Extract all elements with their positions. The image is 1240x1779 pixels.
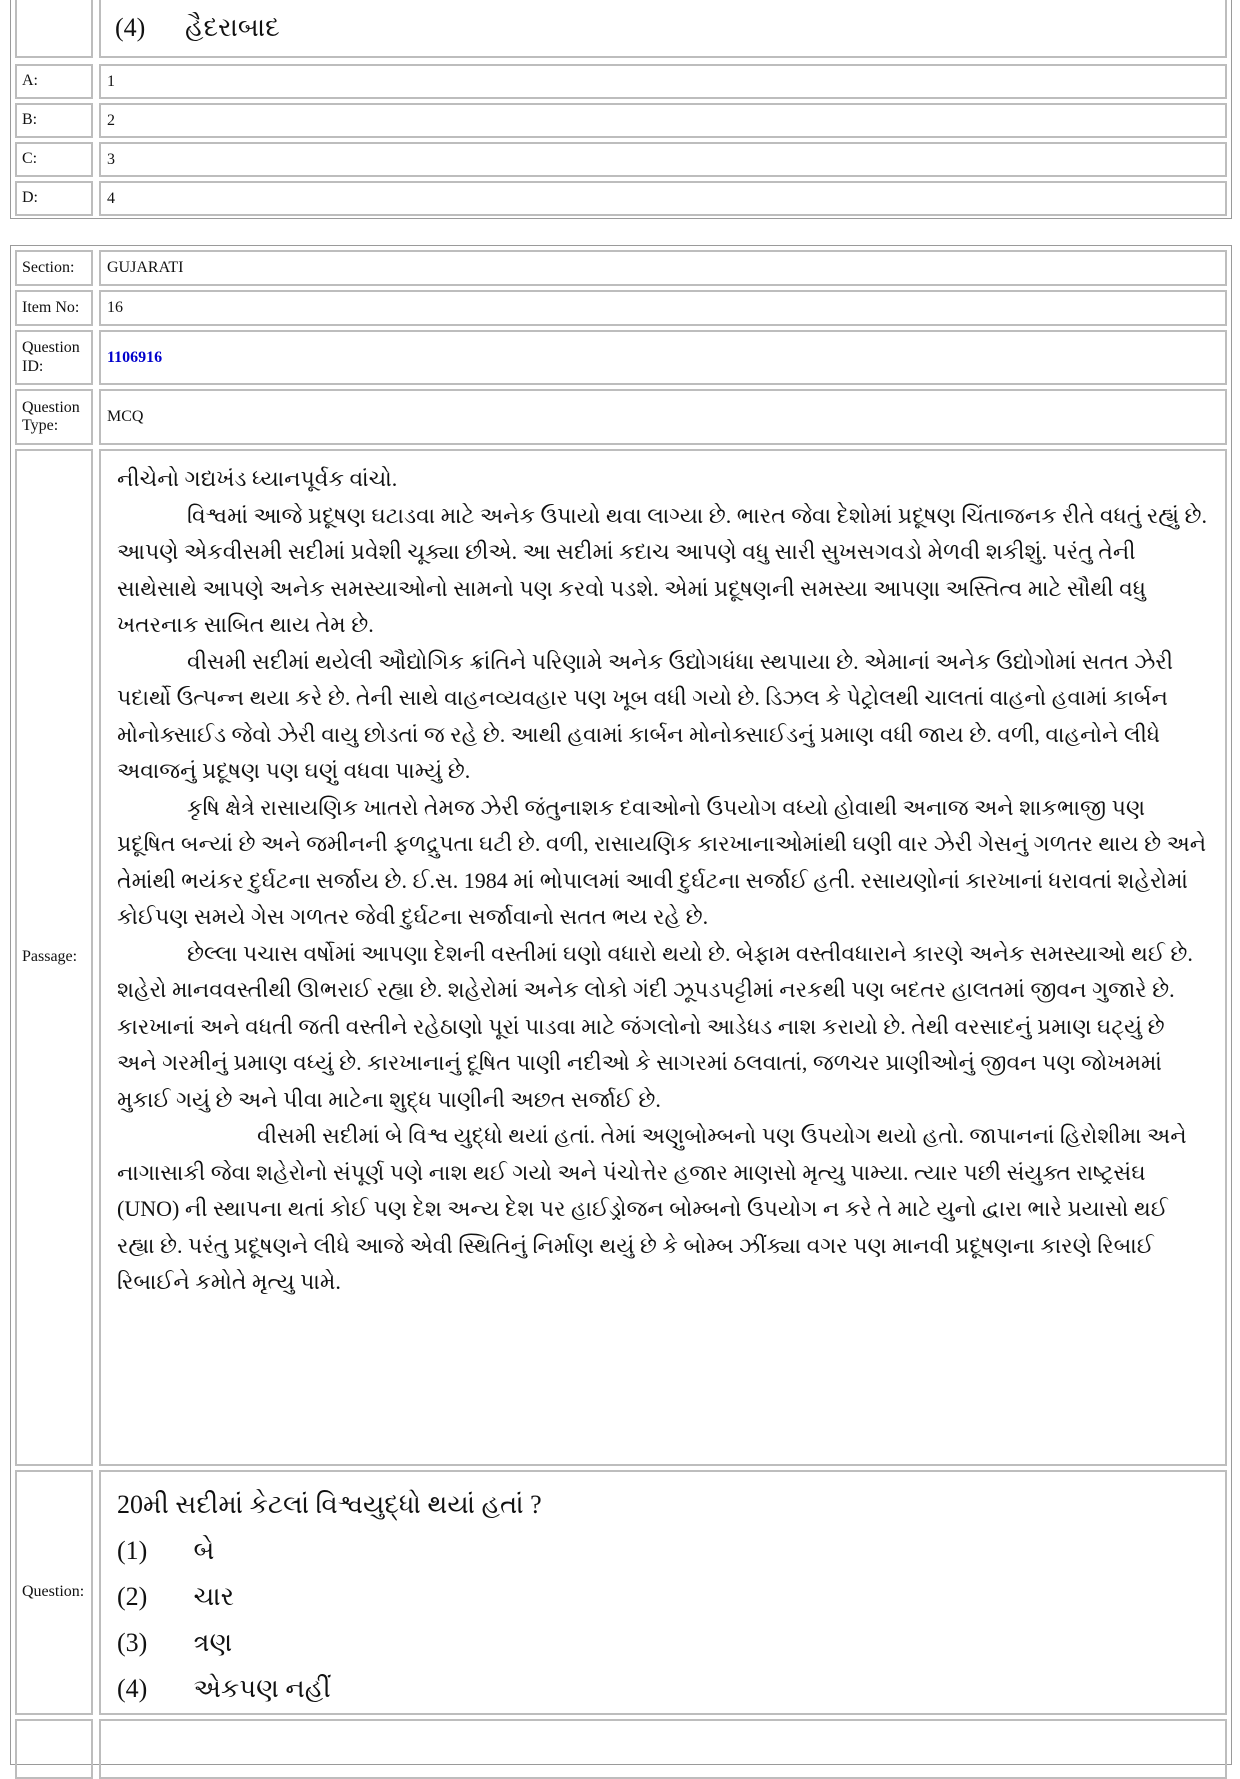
- answer-row-a: [15, 64, 1227, 99]
- question-id-row: [15, 330, 1227, 385]
- previous-option-label-cell: [15, 0, 93, 58]
- item-no-label: Item No:: [15, 290, 93, 326]
- section-value: GUJARATI: [99, 250, 1227, 286]
- question-type-row: [15, 389, 1227, 445]
- next-row: [15, 1719, 1227, 1779]
- answer-value: 2: [99, 103, 1227, 138]
- passage-paragraph: વીસમી સદીમાં બે વિશ્વ યુદ્ધો થયાં હતાં. તેમાં અણુબોમ્બનો પણ ઉપયોગ થયો હતો. જાપાનનાં હિરોશીમા અને નાગાસાકી જેવા શહેરોનો સંપૂર્ણ પણે નાશ થઈ ગયો અને પંચોત્તેર હજાર માણસો મૃત્યુ પામ્યા. ત્યાર પછી સંયુક્ત રાષ્ટ્રસંઘ (UNO) ની સ્થાપના થતાં કોઈ પણ દેશ અન્ય દેશ પર હાઈડ્રોજન બોમ્બનો ઉપયોગ ન કરે તે માટે યુનો દ્વારા ભારે પ્રયાસો થઈ રહ્યા છે. પરંતુ પ્રદૂષણને લીધે આજે એવી સ્થિતિનું નિર્માણ થયું છે કે બોમ્બ ઝીંક્યા વગર પણ માનવી પ્રદૂષણના કારણે રિબાઈ રિબાઈને કમોતે મૃત્યુ પામે.: [117, 1123, 1187, 1294]
- section-row: [15, 250, 1227, 286]
- answer-row-d: [15, 181, 1227, 216]
- option-3: [117, 1628, 232, 1659]
- question-text: 20મી સદીમાં કેટલાં વિશ્વયુદ્ધો થયાં હતાં ?: [117, 1490, 542, 1519]
- question-item-table: [10, 245, 1232, 1765]
- question-id-value: 1106916: [99, 330, 1227, 385]
- option-number: (3): [117, 1628, 148, 1657]
- option-4: [117, 1674, 331, 1705]
- passage-paragraph: વિશ્વમાં આજે પ્રદૂષણ ઘટાડવા માટે અનેક ઉપાયો થવા લાગ્યા છે. ભારત જેવા દેશોમાં પ્રદૂષણ ચિંતાજનક રીતે વધતું રહ્યું છે.: [187, 502, 1207, 528]
- answer-value: 1: [99, 64, 1227, 99]
- option-number: (4): [115, 13, 146, 42]
- section-label: Section:: [15, 250, 93, 286]
- answer-row-b: [15, 103, 1227, 138]
- option-1: [117, 1536, 214, 1567]
- question-type-label: Question Type:: [15, 389, 93, 445]
- answer-value: 3: [99, 142, 1227, 177]
- option-text: ચાર: [193, 1582, 235, 1611]
- answer-label: C:: [15, 142, 93, 177]
- answer-label: D:: [15, 181, 93, 216]
- passage-paragraph: કૃષિ ક્ષેત્રે રાસાયણિક ખાતરો તેમજ ઝેરી જંતુનાશક દવાઓનો ઉપયોગ વધ્યો હોવાથી અનાજ અને શાકભાજી પણ પ્રદૂષિત બન્યાં છે અને જમીનની ફળદ્રુપતા ઘટી છે. વળી, રાસાયણિક કારખાનાઓમાંથી ઘણી વાર ઝેરી ગેસનું ગળતર થાય છે અને તેમાંથી ભયંકર દુર્ઘટના સર્જાય છે. ઈ.સ. 1984 માં ભોપાલમાં આવી દુર્ઘટના સર્જાઈ હતી. રસાયણોનાં કારખાનાં ધરાવતાં શહેરોમાં કોઈપણ સમયે ગેસ ગળતર જેવી દુર્ઘટના સર્જાવાનો સતત ભય રહે છે.: [117, 794, 1207, 929]
- answer-value: 4: [99, 181, 1227, 216]
- answer-label: A:: [15, 64, 93, 99]
- answer-label: B:: [15, 103, 93, 138]
- passage-label: Passage:: [15, 449, 93, 1466]
- question-row: [15, 1470, 1227, 1715]
- previous-option-row: [15, 0, 1227, 58]
- passage-paragraph: આપણે એકવીસમી સદીમાં પ્રવેશી ચૂક્યા છીએ. આ સદીમાં કદાચ આપણે વધુ સારી સુખસગવડો મેળવી શકીશું. પરંતુ તેની સાથેસાથે આપણે અનેક સમસ્યાઓનો સામનો પણ કરવો પડશે. એમાં પ્રદૂષણની સમસ્યા આપણા અસ્તિત્વ માટે સૌથી વધુ ખતરનાક સાબિત થાય તેમ છે.: [117, 539, 1146, 637]
- option-text: ત્રણ: [193, 1628, 233, 1657]
- option-2: [117, 1582, 234, 1613]
- item-no-row: [15, 290, 1227, 326]
- item-no-value: 16: [99, 290, 1227, 326]
- passage-text: [99, 449, 1227, 1466]
- passage-paragraph: વીસમી સદીમાં થયેલી ઔદ્યોગિક ક્રાંતિને પરિણામે અનેક ઉદ્યોગધંધા સ્થપાયા છે. એમાનાં અનેક ઉદ્યોગોમાં સતત ઝેરી પદાર્થો ઉત્પન્ન થયા કરે છે. તેની સાથે વાહનવ્યવહાર પણ ખૂબ વધી ગયો છે. ડિઝલ કે પેટ્રોલથી ચાલતાં વાહનો હવામાં કાર્બન મોનોક્સાઈડ જેવો ઝેરી વાયુ છોડતાં જ રહે છે. આથી હવામાં કાર્બન મોનોક્સાઈડનું પ્રમાણ વધી જાય છે. વળી, વાહનોને લીધે અવાજનું પ્રદૂષણ પણ ઘણું વધવા પામ્યું છે.: [117, 648, 1173, 783]
- option-text: બે: [193, 1536, 215, 1565]
- passage-paragraph: છેલ્લા પચાસ વર્ષોમાં આપણા દેશની વસ્તીમાં ઘણો વધારો થયો છે. બેફામ વસ્તીવધારાને કારણે અનેક સમસ્યાઓ થઈ છે. શહેરો માનવવસ્તીથી ઊભરાઈ રહ્યા છે. શહેરોમાં અનેક લોકો ગંદી ઝૂપડપટ્ટીમાં નરકથી પણ બદતર હાલતમાં જીવન ગુજારે છે. કારખાનાં અને વધતી જતી વસ્તીને રહેઠાણો પૂરાં પાડવા માટે જંગલોનો આડેધડ નાશ કરાયો છે. તેથી વરસાદનું પ્રમાણ ઘટ્યું છે અને ગરમીનું પ્રમાણ વધ્યું છે. કારખાનાનું દૂષિત પાણી નદીઓ કે સાગરમાં ઠલવાતાં, જળચર પ્રાણીઓનું જીવન પણ જોખમમાં મુકાઈ ગયું છે અને પીવા માટેના શુદ્ધ પાણીની અછત સર્જાઈ છે.: [117, 940, 1193, 1112]
- answer-row-c: [15, 142, 1227, 177]
- option-text: એકપણ નહીં: [193, 1674, 331, 1703]
- option-text: હૈદરાબાદ: [185, 12, 280, 42]
- option-number: (1): [117, 1536, 148, 1565]
- previous-item-table: [10, 0, 1232, 219]
- question-content: [99, 1470, 1227, 1715]
- passage-heading: નીચેનો ગદ્યખંડ ધ્યાનપૂર્વક વાંચો.: [117, 466, 398, 491]
- question-id-label: Question ID:: [15, 330, 93, 385]
- next-row-label-cell: [15, 1719, 93, 1779]
- question-type-value: MCQ: [99, 389, 1227, 445]
- passage-row: [15, 449, 1227, 1466]
- next-row-value-cell: [99, 1719, 1227, 1779]
- option-number: (2): [117, 1582, 148, 1611]
- option-number: (4): [117, 1674, 148, 1703]
- previous-option-4: [99, 0, 1227, 58]
- question-label: Question:: [15, 1470, 93, 1715]
